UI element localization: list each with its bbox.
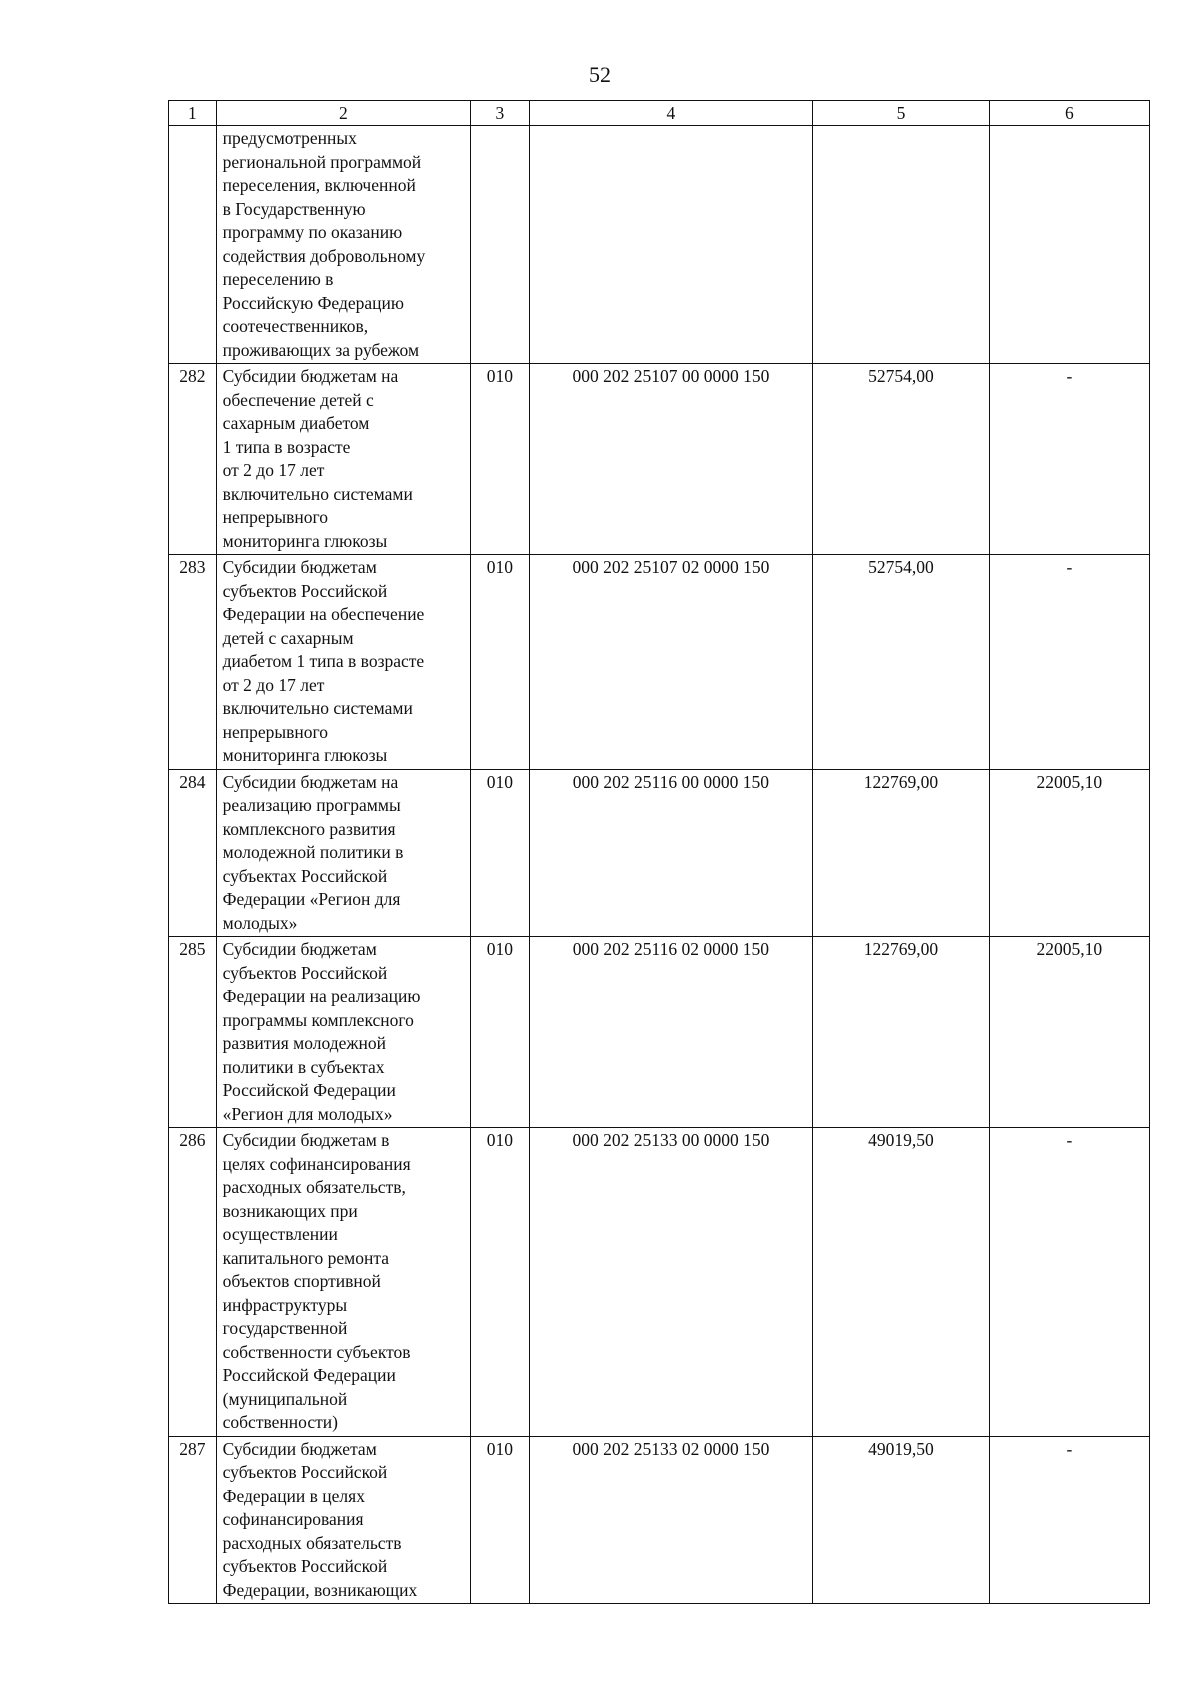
- row-amount2-cell: -: [989, 364, 1149, 555]
- column-header-1: 1: [169, 101, 217, 126]
- row-amount-cell: 52754,00: [813, 364, 989, 555]
- column-header-5: 5: [813, 101, 989, 126]
- row-admin-cell: 010: [471, 1128, 529, 1437]
- row-code-cell: 000 202 25116 00 0000 150: [529, 769, 813, 937]
- column-header-6: 6: [989, 101, 1149, 126]
- column-header-2: 2: [216, 101, 470, 126]
- row-number-cell: 285: [169, 937, 217, 1128]
- row-amount-cell: 49019,50: [813, 1436, 989, 1604]
- row-admin-cell: 010: [471, 364, 529, 555]
- row-amount-cell: 122769,00: [813, 769, 989, 937]
- row-admin-cell: 010: [471, 1436, 529, 1604]
- row-amount2-cell: -: [989, 1128, 1149, 1437]
- row-amount2-cell: -: [989, 1436, 1149, 1604]
- row-number-cell: 287: [169, 1436, 217, 1604]
- row-amount2-cell: 22005,10: [989, 769, 1149, 937]
- row-amount-cell: 52754,00: [813, 555, 989, 770]
- row-code-cell: 000 202 25107 00 0000 150: [529, 364, 813, 555]
- row-code-cell: 000 202 25107 02 0000 150: [529, 555, 813, 770]
- row-amount2-cell: [989, 126, 1149, 364]
- row-code-cell: 000 202 25133 02 0000 150: [529, 1436, 813, 1604]
- budget-table: [168, 100, 1150, 1604]
- row-number-cell: [169, 126, 217, 364]
- row-name-cell: Субсидии бюджетам на реализацию программы комплексного развития молодежной политики в субъектах Российской Федерации «Регион для молодых»: [216, 769, 470, 937]
- row-name-cell: Субсидии бюджетам на обеспечение детей с сахарным диабетом 1 типа в возрасте от 2 до 17 лет включительно системами непрерывного мониторинга глюкозы: [216, 364, 470, 555]
- row-name-cell: Субсидии бюджетам в целях софинансирования расходных обязательств, возникающих при осуществлении капитального ремонта объектов спортивной инфраструктуры государственной собственности субъектов Российской Федерации (муниципальной собственности): [216, 1128, 470, 1437]
- table-row: [169, 769, 1150, 937]
- page-number: 52: [589, 62, 611, 87]
- row-code-cell: 000 202 25133 00 0000 150: [529, 1128, 813, 1437]
- row-amount-cell: 122769,00: [813, 937, 989, 1128]
- table-row-continuation: [169, 126, 1150, 364]
- table-row: [169, 1436, 1150, 1604]
- row-number-cell: 284: [169, 769, 217, 937]
- row-name-cell: Субсидии бюджетам субъектов Российской Федерации в целях софинансирования расходных обязательств субъектов Российской Федерации, возникающих: [216, 1436, 470, 1604]
- row-number-cell: 286: [169, 1128, 217, 1437]
- column-number-row: [169, 101, 1150, 126]
- row-name-cell: Субсидии бюджетам субъектов Российской Федерации на обеспечение детей с сахарным диабетом 1 типа в возрасте от 2 до 17 лет включительно системами непрерывного мониторинга глюкозы: [216, 555, 470, 770]
- row-number-cell: 283: [169, 555, 217, 770]
- row-admin-cell: 010: [471, 555, 529, 770]
- row-name-cell: предусмотренных региональной программой переселения, включенной в Государственную программу по оказанию содействия добровольному переселению в Российскую Федерацию соотечественников, проживающих за рубежом: [216, 126, 470, 364]
- column-header-3: 3: [471, 101, 529, 126]
- table-row: [169, 364, 1150, 555]
- row-name-cell: Субсидии бюджетам субъектов Российской Федерации на реализацию программы комплексного развития молодежной политики в субъектах Российской Федерации «Регион для молодых»: [216, 937, 470, 1128]
- row-amount2-cell: -: [989, 555, 1149, 770]
- row-amount-cell: [813, 126, 989, 364]
- table-row: [169, 937, 1150, 1128]
- row-code-cell: [529, 126, 813, 364]
- table-row: [169, 555, 1150, 770]
- row-admin-cell: 010: [471, 769, 529, 937]
- row-number-cell: 282: [169, 364, 217, 555]
- row-amount-cell: 49019,50: [813, 1128, 989, 1437]
- row-amount2-cell: 22005,10: [989, 937, 1149, 1128]
- column-header-4: 4: [529, 101, 813, 126]
- row-admin-cell: [471, 126, 529, 364]
- row-code-cell: 000 202 25116 02 0000 150: [529, 937, 813, 1128]
- table-row: [169, 1128, 1150, 1437]
- row-admin-cell: 010: [471, 937, 529, 1128]
